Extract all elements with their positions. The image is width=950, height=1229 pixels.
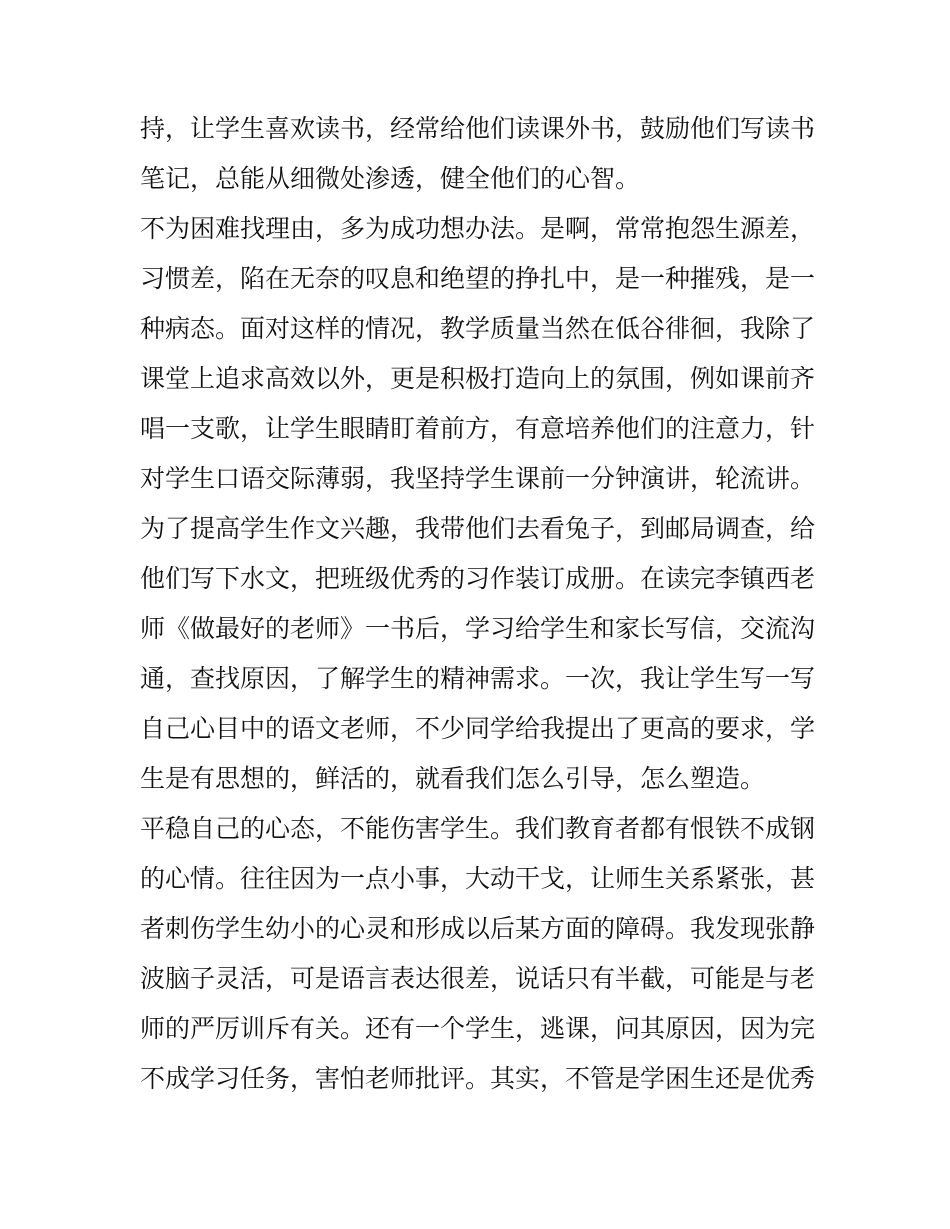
text-line: 唱一支歌，让学生眼睛盯着前方，有意培养他们的注意力，针 <box>140 414 816 443</box>
text-line: 课堂上追求高效以外，更是积极打造向上的氛围，例如课前齐 <box>140 364 816 393</box>
body-text <box>140 104 820 1104</box>
text-line: 不为困难找理由，多为成功想办法。是啊，常常抱怨生源差， <box>140 214 816 243</box>
text-line: 平稳自己的心态，不能伤害学生。我们教育者都有恨铁不成钢 <box>140 814 816 843</box>
text-line: 通，查找原因，了解学生的精神需求。一次，我让学生写一写 <box>140 664 816 693</box>
text-line: 为了提高学生作文兴趣，我带他们去看兔子，到邮局调查，给 <box>140 514 816 543</box>
text-line: 师《做最好的老师》一书后，学习给学生和家长写信，交流沟 <box>140 614 816 643</box>
text-line: 他们写下水文，把班级优秀的习作装订成册。在读完李镇西老 <box>140 564 816 593</box>
text-line: 波脑子灵活，可是语言表达很差，说话只有半截，可能是与老 <box>140 964 816 993</box>
text-line: 持，让学生喜欢读书，经常给他们读课外书，鼓励他们写读书 <box>140 114 816 143</box>
text-line: 者刺伤学生幼小的心灵和形成以后某方面的障碍。我发现张静 <box>140 914 816 943</box>
text-line: 不成学习任务，害怕老师批评。其实，不管是学困生还是优秀 <box>140 1064 816 1093</box>
text-line: 生是有思想的，鲜活的，就看我们怎么引导，怎么塑造。 <box>140 764 766 793</box>
text-line: 师的严厉训斥有关。还有一个学生，逃课，问其原因，因为完 <box>140 1014 816 1043</box>
text-line: 自己心目中的语文老师，不少同学给我提出了更高的要求，学 <box>140 714 816 743</box>
text-line: 对学生口语交际薄弱，我坚持学生课前一分钟演讲，轮流讲。 <box>140 464 816 493</box>
text-line: 种病态。面对这样的情况，教学质量当然在低谷徘徊，我除了 <box>140 314 816 343</box>
text-line: 习惯差，陷在无奈的叹息和绝望的挣扎中，是一种摧残，是一 <box>140 264 816 293</box>
text-line: 的心情。往往因为一点小事，大动干戈，让师生关系紧张，甚 <box>140 864 816 893</box>
text-line: 笔记，总能从细微处渗透，健全他们的心智。 <box>140 164 641 193</box>
